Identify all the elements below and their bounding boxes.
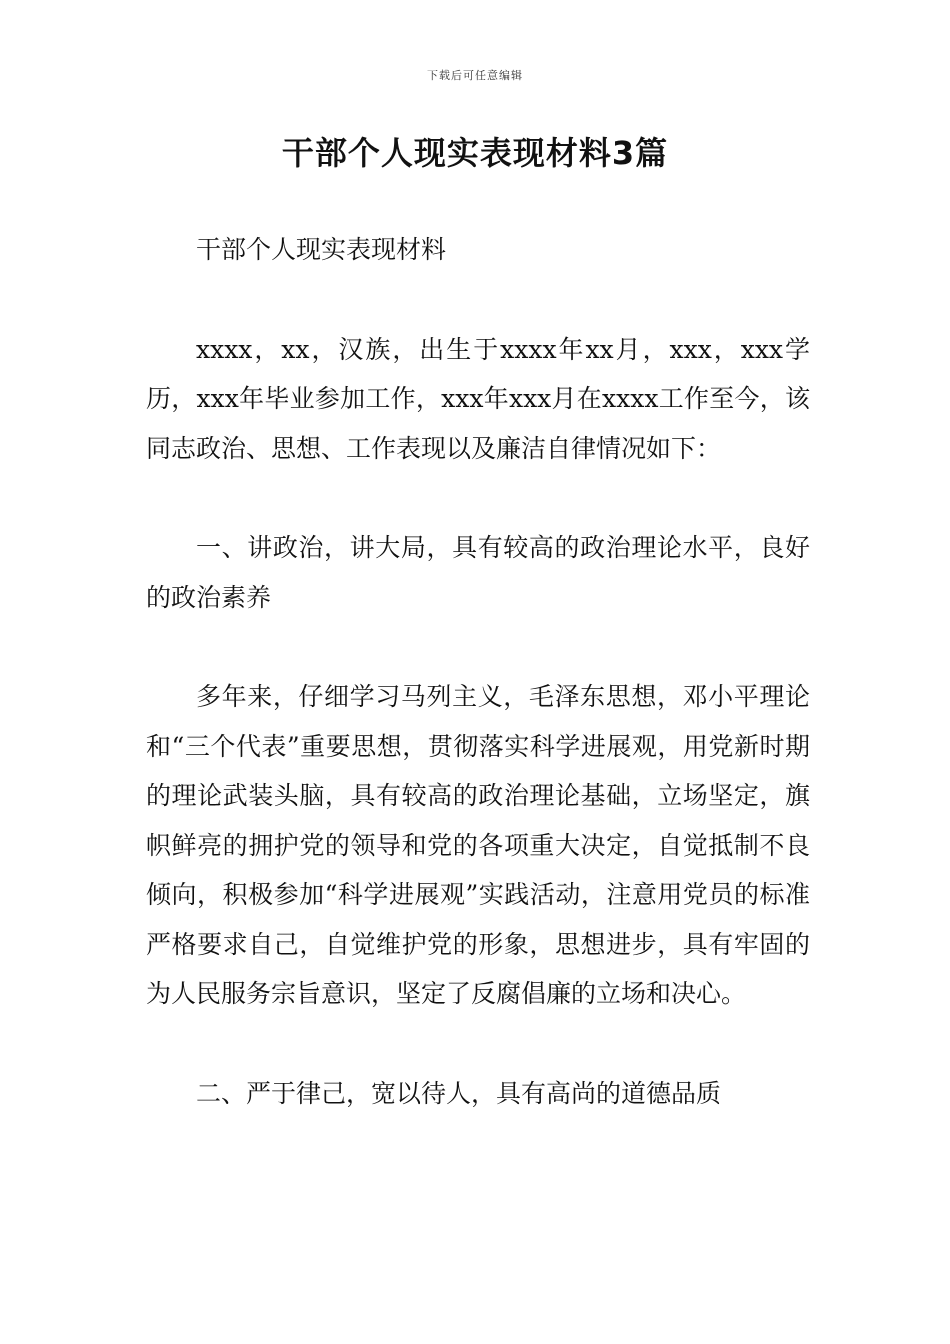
section-heading-1: 一、讲政治，讲大局，具有较高的政治理论水平，良好的政治素养: [146, 533, 810, 612]
section-body-1: 多年来，仔细学习马列主义，毛泽东思想，邓小平理论和“三个代表”重要思想，贯彻落实科学进展观，用党新时期的理论武装头脑，具有较高的政治理论基础，立场坚定，旗帜鲜亮的拥护党的领导和党的各项重大决定，自觉抵制不良倾向，积极参加“科学进展观”实践活动，注意用党员的标准严格要求自己，自觉维护党的形象，思想进步，具有牢固的为人民服务宗旨意识，坚定了反腐倡廉的立场和决心。: [146, 682, 810, 1008]
document-title: 干部个人现实表现材料3篇: [281, 134, 669, 172]
section-heading-2: 二、严于律己，宽以待人，具有高尚的道德品质: [196, 1078, 722, 1108]
document-body: [146, 225, 810, 1118]
header-note: 下载后可任意编辑: [427, 69, 523, 82]
intro-paragraph: xxxx，xx，汉族，出生于xxxx年xx月，xxx，xxx学历，xxx年毕业参加工作，xxx年xxx月在xxxx工作至今，该同志政治、思想、工作表现以及廉洁自律情况如下：: [146, 334, 810, 463]
subtitle-paragraph: 干部个人现实表现材料: [196, 235, 447, 264]
